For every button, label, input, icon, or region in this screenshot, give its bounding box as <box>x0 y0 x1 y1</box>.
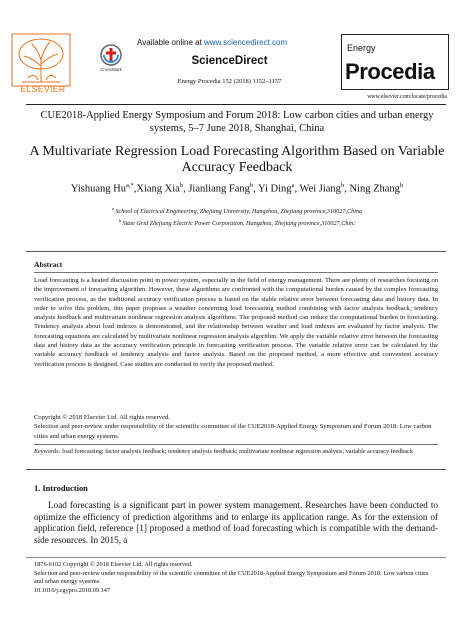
author-name: Yi Ding <box>258 183 292 195</box>
conference-name: CUE2018-Applied Energy Symposium and Forum 2018: Low carbon cities and urban energy systems, 5–7 June 2018, Shanghai, China <box>40 110 434 134</box>
crossmark-label: CrossMark <box>100 67 122 72</box>
footer-issn: 1876-6102 Copyright © 2018 Elsevier Ltd. All rights reserved. <box>34 561 193 568</box>
crossmark-icon[interactable] <box>100 44 122 66</box>
author-separator: , <box>253 183 258 195</box>
copyright-block <box>34 413 438 441</box>
author-affiliation-mark: b <box>179 182 184 189</box>
author-name: Jianliang Fang <box>188 183 250 195</box>
page-footer <box>34 561 438 595</box>
author-separator: , <box>183 183 189 195</box>
keywords-label: Keywords: <box>34 448 61 455</box>
elsevier-wordmark: ELSEVIER <box>20 84 66 94</box>
author-affiliation-mark: a,* <box>125 182 134 189</box>
author-name: Wei Jiang <box>299 183 341 195</box>
footer-review: Selection and peer-review under responsibility of the scientific committee of the CUE2018-Applied Energy Symposium and Forum 2018: Low carbon cities and urban energy systems. <box>34 569 429 585</box>
affiliation-list <box>40 204 434 228</box>
abstract-top-rule <box>26 251 446 252</box>
author-affiliation-mark: b <box>249 182 254 189</box>
sciencedirect-logo[interactable]: ScienceDirect <box>191 55 268 67</box>
abstract-bottom-rule <box>26 469 446 470</box>
affiliation-text: State Grid Zhejiang Electric Power Corporation, Hangzhou, Zhejiang province,310027,Chin; <box>120 220 356 228</box>
author-name: Xiang Xia <box>136 183 180 195</box>
footer-rule <box>26 557 446 558</box>
paper-title: A Multivariate Regression Load Forecasting Algorithm Based on Variable Accuracy Feedback <box>29 144 445 175</box>
keywords-block <box>34 447 438 456</box>
author-separator: , <box>344 183 350 195</box>
author-list <box>30 182 444 195</box>
author-name: Ning Zhang <box>349 183 400 195</box>
author-name: Yishuang Hu <box>70 183 126 195</box>
keywords-text: load forecasting; factor analysis feedback; tendency analysis feedback; multivariate nonlinear regression analysis; variable accuracy feedback <box>60 448 413 455</box>
journal-url[interactable]: www.elsevier.com/locate/procedia <box>367 94 447 100</box>
introduction-body: Load forecasting is a significant part in power system management. Researches have been conducted to optimize the efficiency of prediction algorithms and to enlarge its application range. As for the extension of application field, reference [1] proposed a method of load forecasting which is compatible with the demand-side resources. In 2015, a <box>34 500 438 545</box>
available-online-text <box>137 38 322 47</box>
affiliation-text: School of Electrical Engineering, Zhejiang University, Hangzhou, Zhejiang province,310027,China <box>113 208 363 216</box>
footer-doi[interactable]: 10.1016/j.egypro.2018.09.147 <box>34 586 111 594</box>
elsevier-tree-logo <box>10 32 72 88</box>
affiliation-mark: b <box>118 218 121 224</box>
available-online-prefix: Available online at <box>137 38 205 47</box>
journal-reference: Energy Procedia 152 (2018) 1152–1157 <box>177 78 282 85</box>
author-separator: , <box>133 183 137 195</box>
author-separator: , <box>294 183 300 195</box>
affiliation-line <box>40 204 434 216</box>
affiliation-mark: a <box>111 206 114 211</box>
journal-title-energy: Energy <box>347 43 376 53</box>
author-affiliation-mark: b <box>340 182 345 189</box>
author-affiliation-mark: b <box>399 182 404 189</box>
abstract-body: Load forecasting is a heated discussion point in power system, especially in the field of energy management. There are plenty of researches focusing on the improvement of forecasting algorithm. However, these algorithms are confronted with the computational burden caused by the complex forecasting verification process, as the traditional accuracy verification process is based on the stable relative error between forecasting data and history data. In order to solve this problem, this paper proposes a weather concerning load forecasting method combining with factor analysis feedback, tendency analysis feedback and multivariate nonlinear regression analysis algorithms. The proposed method can reduce the computational burden in forecasting. Tendency analysis about load indexes is demonstrated, and the relationship between weather and load indexes are evaluated by factor analysis. The forecasting equations are calculated by multivariate nonlinear regression analysis algorithm. We apply the variable relative error between the forecasting data and history data as the accuracy verification principle in forecasting verification process. The variable relative error can be calculated by the variable accuracy feedback of tendency analysis and factor analysis. Based on the proposed method, a more effective and convenient accuracy verification process is designed. Case studies are conducted to verify the proposed method. <box>34 277 438 368</box>
introduction-heading: 1. Introduction <box>34 484 88 493</box>
peer-review-line: Selection and peer-review under responsibility of the scientific committee of the CUE2018-Applied Energy Symposium and Forum 2018: Low carbon cities and urban energy systems. <box>34 423 432 440</box>
sciencedirect-link[interactable]: www.sciencedirect.com <box>204 38 288 47</box>
journal-title-procedia: Procedia <box>345 59 435 84</box>
copyright-line: Copyright © 2018 Elsevier Ltd. All rights reserved. <box>34 414 170 421</box>
abstract-heading-rule <box>34 272 438 273</box>
abstract-heading: Abstract <box>34 260 63 269</box>
author-affiliation-mark: a <box>291 182 295 189</box>
affiliation-line <box>40 216 434 228</box>
keywords-rule <box>34 444 438 445</box>
header-divider <box>26 104 446 105</box>
